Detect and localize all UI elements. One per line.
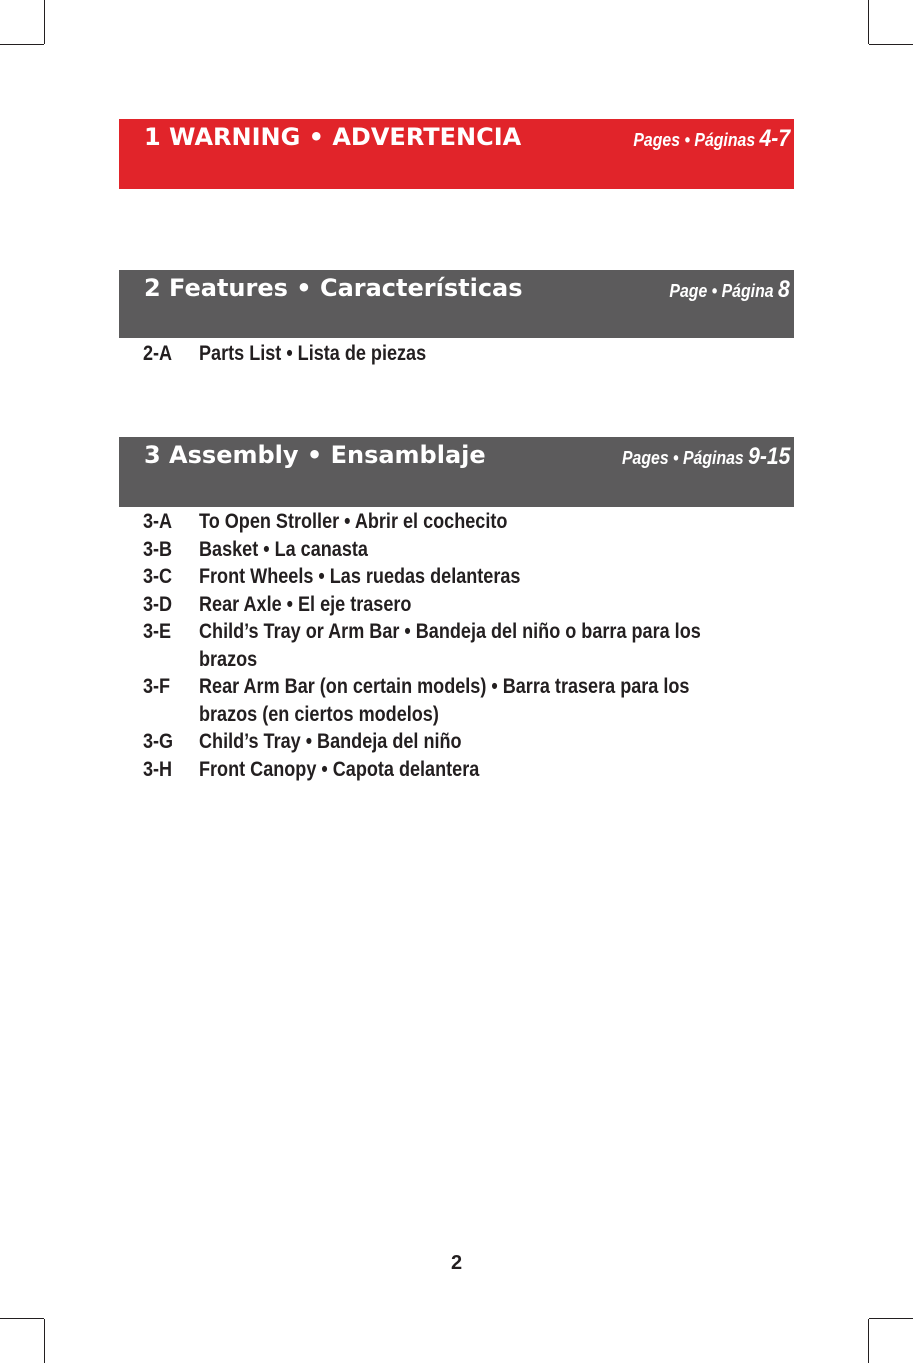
page-number: 2 xyxy=(450,1252,463,1274)
pages-value: 9-15 xyxy=(747,443,790,470)
section-title-features: 2 Features • Características xyxy=(144,274,523,302)
assembly-item-list xyxy=(143,508,839,783)
section-header-warning[interactable] xyxy=(119,119,794,189)
toc-entry-code: 3-D xyxy=(143,592,173,616)
toc-entry[interactable] xyxy=(143,728,839,756)
section-title-warning: 1 WARNING • ADVERTENCIA xyxy=(144,123,522,151)
crop-mark-top-right-horizontal xyxy=(869,44,913,45)
toc-entry[interactable] xyxy=(143,563,839,591)
toc-entry-code: 3-H xyxy=(143,757,173,781)
pages-label: Page • Página xyxy=(669,281,779,301)
pages-value: 4-7 xyxy=(759,125,790,152)
toc-entry-code: 3-A xyxy=(143,510,173,533)
crop-mark-top-left-vertical xyxy=(44,0,45,44)
toc-entry-text: Child’s Tray or Arm Bar • Bandeja del niño o barra para los brazos xyxy=(199,620,701,671)
section-pages-assembly xyxy=(622,443,790,471)
toc-entry-text: Rear Axle • El eje trasero xyxy=(199,592,412,616)
pages-label: Pages • Páginas xyxy=(621,448,748,468)
toc-entry-text: Child’s Tray • Bandeja del niño xyxy=(199,730,462,753)
section-title-assembly: 3 Assembly • Ensamblaje xyxy=(144,441,486,469)
toc-entry-code: 2-A xyxy=(143,342,173,365)
toc-entry-code: 3-G xyxy=(143,730,174,753)
toc-entry-text: Parts List • Lista de piezas xyxy=(199,342,427,365)
toc-entry[interactable] xyxy=(143,536,839,564)
crop-mark-top-right-vertical xyxy=(868,0,869,44)
crop-mark-bottom-left-vertical xyxy=(44,1319,45,1363)
section-header-features[interactable] xyxy=(119,270,794,338)
toc-entry-text: To Open Stroller • Abrir el cochecito xyxy=(199,510,508,533)
toc-entry-code: 3-B xyxy=(143,537,173,561)
crop-mark-top-left-horizontal xyxy=(0,44,44,45)
toc-entry[interactable] xyxy=(143,340,839,368)
pages-value: 8 xyxy=(778,276,790,303)
pages-label: Pages • Páginas xyxy=(633,130,760,150)
section-pages-features xyxy=(670,276,790,304)
crop-mark-bottom-left-horizontal xyxy=(0,1318,44,1319)
toc-entry-text: Rear Arm Bar (on certain models) • Barra trasera para los brazos (en ciertos modelos) xyxy=(199,675,690,726)
toc-entry-code: 3-F xyxy=(143,675,171,698)
toc-entry[interactable] xyxy=(143,508,839,536)
section-header-assembly[interactable] xyxy=(119,437,794,507)
crop-mark-bottom-right-horizontal xyxy=(869,1318,913,1319)
toc-entry-code: 3-E xyxy=(143,620,172,643)
toc-entry-text: Front Canopy • Capota delantera xyxy=(199,757,480,781)
toc-entry[interactable] xyxy=(143,756,839,784)
toc-entry-code: 3-C xyxy=(143,565,173,588)
toc-entry[interactable] xyxy=(143,673,839,728)
features-item-list xyxy=(143,340,839,368)
toc-entry-text: Basket • La canasta xyxy=(199,537,368,561)
toc-entry[interactable] xyxy=(143,591,839,619)
section-pages-warning xyxy=(633,125,790,153)
crop-mark-bottom-right-vertical xyxy=(868,1319,869,1363)
toc-entry[interactable] xyxy=(143,618,839,673)
toc-entry-text: Front Wheels • Las ruedas delanteras xyxy=(199,565,521,588)
